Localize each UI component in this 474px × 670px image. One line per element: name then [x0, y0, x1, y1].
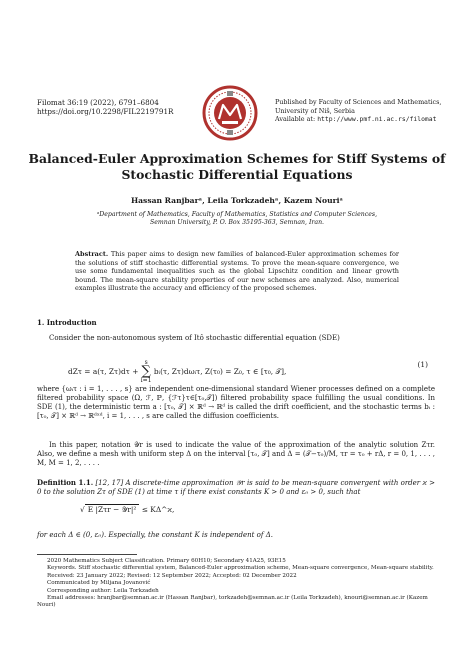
paper-title: Balanced-Euler Approximation Schemes for Stiff Systems of Stochastic Differential Equations	[28, 151, 446, 182]
eq1-left: dZτ = a(τ, Zτ)dτ +	[68, 367, 139, 376]
publisher-header	[275, 98, 441, 124]
sum-upper: s	[144, 359, 148, 366]
definition-label: Definition 1.1.	[37, 478, 94, 487]
affiliation	[60, 211, 414, 227]
doi-link[interactable]: https://doi.org/10.2298/FIL2219791R	[37, 107, 174, 116]
footnote-communicated: Communicated by Miljana Jovanović	[47, 580, 151, 587]
author-list: Hassan Ranjbarᵃ, Leila Torkzadehᵃ, Kazem Nouriᵃ	[130, 196, 344, 205]
footnote-emails: Email addresses: hranjbar@semnan.ac.ir (Hassan Ranjbar), torkzadeh@semnan.ac.ir (Leila Torkzadeh), knouri@semnan.ac.ir (Kazem Nouri)	[37, 595, 428, 609]
publisher-line-2: University of Niš, Serbia	[275, 106, 355, 115]
footnote-received: Received: 23 January 2022; Revised: 12 September 2022; Accepted: 02 December 2022	[47, 572, 297, 579]
footnotes	[37, 558, 441, 610]
eq2-rhs: ≤ KΔ^ϰ,	[141, 505, 175, 514]
sum-sigma: ∑	[141, 364, 151, 379]
affiliation-line-2: Semnan University, P. O. Box 35195-363, Semnan, Iran.	[149, 219, 325, 226]
journal-citation: Filomat 36:19 (2022), 6791–6804	[37, 98, 159, 107]
equation-1	[68, 360, 428, 384]
eq1-right: bᵢ(τ, Zτ)dωᵢτ, Z(τ₀) = Z₀, τ ∈ [τ₀, 𝒯],	[153, 367, 287, 376]
filomat-seal-logo-icon	[202, 85, 258, 141]
intro-paragraph-1: Consider the non-autonomous system of Itô stochastic differential equation (SDE)	[49, 334, 340, 342]
available-label: Available at:	[275, 115, 316, 124]
journal-header	[37, 98, 173, 116]
summation-symbol	[141, 360, 152, 384]
availability-line	[275, 115, 441, 124]
intro-paragraph-2: where {ωᵢτ : i = 1, . . . , s} are independent one-dimensional standard Wiener processes defined on a complete filtered probability space (Ω, ℱ, ℙ, {ℱτ}τ∈[τ₀,𝒯]) filtered probability space fulfilling the usual conditions. In SDE (1), the deterministic term a : [τ₀, 𝒯] × ℝᵈ → ℝᵈ is called the drift coefficient, and the stochastic terms bᵢ : [τ₀, 𝒯] × ℝᵈ → ℝᵈˣᵈ, i = 1, . . . , s are called the diffusion coefficients.	[37, 385, 435, 420]
footnote-keywords: Keywords. Stiff stochastic differential system, Balanced-Euler approximation scheme, Mean-square convergence, Mean-square stability.	[47, 565, 434, 572]
footnote-corresponding: Corresponding author: Leila Torkzadeh	[47, 587, 159, 594]
abstract-text: This paper aims to design new families of balanced-Euler approximation schemes for the solutions of stiff stochastic differential systems. To prove the mean-square convergence, we use some fundamental inequalities such as the global Lipschitz condition and linear growth bound. The mean-square stability properties of our new schemes are analyzed. Also, numerical examples illustrate the accuracy and efficiency of the proposed schemes.	[75, 250, 399, 293]
equation-number-1: (1)	[417, 360, 428, 369]
footnote-msc: 2020 Mathematics Subject Classification. Primary 60H10; Secondary 41A25, 93E15	[47, 558, 286, 564]
definition-1-1	[37, 478, 435, 497]
abstract	[75, 250, 399, 293]
intro-paragraph-3: In this paper, notation 𝒴r is used to indicate the value of the approximation of the analytic solution Zτr. Also, we define a mesh with uniform step Δ on the interval [τ₀, 𝒯] and Δ = (𝒯−τ₀)/M, τr = τ₀ + rΔ, r = 0, 1, . . . , M, M = 1, 2, . . . .	[37, 441, 435, 467]
radicand: E |Zτr − 𝒴r|²	[85, 504, 140, 515]
section-heading: 1. Introduction	[37, 318, 97, 327]
definition-after: for each Δ ∈ (0, ε₀). Especially, the constant K is independent of Δ.	[37, 531, 273, 539]
equation-convergence	[80, 504, 174, 515]
radical-sign: √	[80, 505, 85, 514]
definition-text: [12, 17] A discrete-time approximation 𝒴r is said to be mean-square convergent with order ϰ > 0 to the solution Zτ of SDE (1) at time τ if there exist constants K > 0 and ε₀ > 0, such that	[37, 479, 435, 496]
sum-lower: i=1	[140, 377, 152, 384]
publisher-line-1: Published by Faculty of Sciences and Mathematics,	[275, 98, 442, 106]
abstract-label: Abstract.	[75, 250, 109, 258]
journal-url-link[interactable]: http://www.pmf.ni.ac.rs/filomat	[317, 115, 437, 124]
affiliation-line-1: ᵃDepartment of Mathematics, Faculty of Mathematics, Statistics and Computer Sciences,	[96, 211, 378, 218]
footnote-rule	[37, 554, 137, 555]
